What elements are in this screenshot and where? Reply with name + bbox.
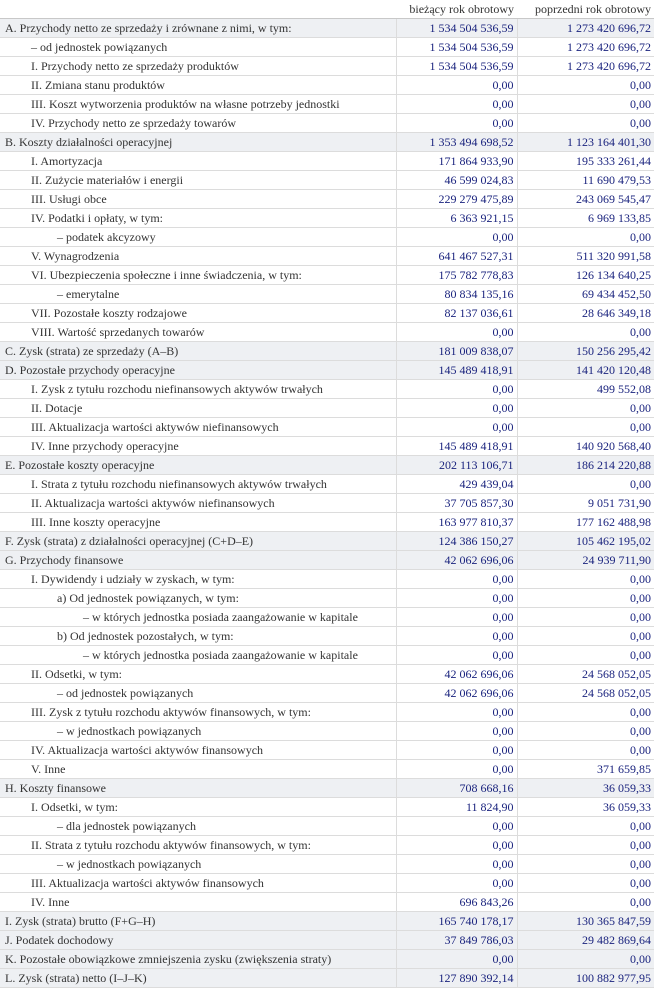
row-label: – w których jednostka posiada zaangażowanie w kapitale <box>0 608 396 627</box>
row-label: L. Zysk (strata) netto (I–J–K) <box>0 969 396 988</box>
previous-year-value: 1 273 420 696,72 <box>517 38 654 57</box>
current-year-value: 82 137 036,61 <box>396 304 517 323</box>
previous-year-value: 0,00 <box>517 741 654 760</box>
previous-year-value: 150 256 295,42 <box>517 342 654 361</box>
table-row <box>0 152 654 171</box>
row-label: – od jednostek powiązanych <box>0 684 396 703</box>
current-year-value: 0,00 <box>396 608 517 627</box>
current-year-value: 42 062 696,06 <box>396 665 517 684</box>
table-row <box>0 646 654 665</box>
table-row <box>0 798 654 817</box>
row-label: II. Dotacje <box>0 399 396 418</box>
table-row <box>0 779 654 798</box>
table-row <box>0 171 654 190</box>
previous-year-value: 140 920 568,40 <box>517 437 654 456</box>
current-year-value: 145 489 418,91 <box>396 361 517 380</box>
row-label: – w jednostkach powiązanych <box>0 722 396 741</box>
table-row <box>0 209 654 228</box>
current-year-value: 0,00 <box>396 874 517 893</box>
row-label: VI. Ubezpieczenia społeczne i inne świadczenia, w tym: <box>0 266 396 285</box>
table-row <box>0 76 654 95</box>
current-year-value: 1 534 504 536,59 <box>396 38 517 57</box>
table-row <box>0 494 654 513</box>
current-year-value: 165 740 178,17 <box>396 912 517 931</box>
row-label: II. Zużycie materiałów i energii <box>0 171 396 190</box>
header-label-column <box>0 0 396 19</box>
previous-year-value: 0,00 <box>517 323 654 342</box>
current-year-value: 0,00 <box>396 418 517 437</box>
current-year-value: 0,00 <box>396 741 517 760</box>
current-year-value: 0,00 <box>396 627 517 646</box>
previous-year-value: 1 273 420 696,72 <box>517 57 654 76</box>
current-year-value: 202 113 106,71 <box>396 456 517 475</box>
current-year-value: 127 890 392,14 <box>396 969 517 988</box>
row-label: C. Zysk (strata) ze sprzedaży (A–B) <box>0 342 396 361</box>
current-year-value: 0,00 <box>396 836 517 855</box>
previous-year-value: 0,00 <box>517 228 654 247</box>
row-label: J. Podatek dochodowy <box>0 931 396 950</box>
current-year-value: 145 489 418,91 <box>396 437 517 456</box>
current-year-value: 181 009 838,07 <box>396 342 517 361</box>
previous-year-value: 0,00 <box>517 722 654 741</box>
current-year-value: 0,00 <box>396 760 517 779</box>
row-label: V. Inne <box>0 760 396 779</box>
table-row <box>0 513 654 532</box>
current-year-value: 0,00 <box>396 570 517 589</box>
current-year-value: 1 353 494 698,52 <box>396 133 517 152</box>
previous-year-value: 499 552,08 <box>517 380 654 399</box>
previous-year-value: 0,00 <box>517 95 654 114</box>
current-year-value: 46 599 024,83 <box>396 171 517 190</box>
table-row <box>0 247 654 266</box>
row-label: I. Amortyzacja <box>0 152 396 171</box>
row-label: III. Inne koszty operacyjne <box>0 513 396 532</box>
row-label: G. Przychody finansowe <box>0 551 396 570</box>
row-label: B. Koszty działalności operacyjnej <box>0 133 396 152</box>
table-row <box>0 931 654 950</box>
previous-year-value: 28 646 349,18 <box>517 304 654 323</box>
current-year-value: 1 534 504 536,59 <box>396 19 517 38</box>
previous-year-value: 100 882 977,95 <box>517 969 654 988</box>
previous-year-value: 0,00 <box>517 893 654 912</box>
current-year-value: 0,00 <box>396 722 517 741</box>
table-row <box>0 437 654 456</box>
current-year-value: 0,00 <box>396 646 517 665</box>
previous-year-value: 0,00 <box>517 646 654 665</box>
row-label: I. Zysk z tytułu rozchodu niefinansowych aktywów trwałych <box>0 380 396 399</box>
table-row <box>0 893 654 912</box>
table-row <box>0 475 654 494</box>
current-year-value: 641 467 527,31 <box>396 247 517 266</box>
table-row <box>0 874 654 893</box>
previous-year-value: 24 939 711,90 <box>517 551 654 570</box>
current-year-value: 429 439,04 <box>396 475 517 494</box>
current-year-value: 0,00 <box>396 95 517 114</box>
table-row <box>0 665 654 684</box>
table-row <box>0 836 654 855</box>
table-row <box>0 399 654 418</box>
table-row <box>0 570 654 589</box>
table-row <box>0 380 654 399</box>
previous-year-value: 141 420 120,48 <box>517 361 654 380</box>
previous-year-value: 0,00 <box>517 570 654 589</box>
table-row <box>0 760 654 779</box>
row-label: I. Dywidendy i udziały w zyskach, w tym: <box>0 570 396 589</box>
row-label: E. Pozostałe koszty operacyjne <box>0 456 396 475</box>
row-label: K. Pozostałe obowiązkowe zmniejszenia zysku (zwiększenia straty) <box>0 950 396 969</box>
table-row <box>0 323 654 342</box>
current-year-value: 0,00 <box>396 589 517 608</box>
current-year-value: 42 062 696,06 <box>396 551 517 570</box>
current-year-value: 37 849 786,03 <box>396 931 517 950</box>
table-row <box>0 95 654 114</box>
current-year-value: 11 824,90 <box>396 798 517 817</box>
current-year-value: 1 534 504 536,59 <box>396 57 517 76</box>
row-label: I. Zysk (strata) brutto (F+G–H) <box>0 912 396 931</box>
table-row <box>0 703 654 722</box>
current-year-value: 0,00 <box>396 817 517 836</box>
table-row <box>0 38 654 57</box>
current-year-value: 171 864 933,90 <box>396 152 517 171</box>
table-row <box>0 589 654 608</box>
current-year-value: 0,00 <box>396 399 517 418</box>
table-row <box>0 684 654 703</box>
row-label: – dla jednostek powiązanych <box>0 817 396 836</box>
row-label: III. Zysk z tytułu rozchodu aktywów finansowych, w tym: <box>0 703 396 722</box>
current-year-value: 0,00 <box>396 950 517 969</box>
previous-year-value: 0,00 <box>517 817 654 836</box>
previous-year-value: 105 462 195,02 <box>517 532 654 551</box>
row-label: – emerytalne <box>0 285 396 304</box>
row-label: III. Aktualizacja wartości aktywów finansowych <box>0 874 396 893</box>
table-row <box>0 969 654 988</box>
table-row <box>0 456 654 475</box>
table-row <box>0 855 654 874</box>
row-label: – od jednostek powiązanych <box>0 38 396 57</box>
row-label: IV. Inne <box>0 893 396 912</box>
row-label: II. Aktualizacja wartości aktywów niefinansowych <box>0 494 396 513</box>
table-row <box>0 741 654 760</box>
current-year-value: 229 279 475,89 <box>396 190 517 209</box>
current-year-value: 0,00 <box>396 114 517 133</box>
row-label: I. Odsetki, w tym: <box>0 798 396 817</box>
previous-year-value: 511 320 991,58 <box>517 247 654 266</box>
table-row <box>0 817 654 836</box>
row-label: IV. Inne przychody operacyjne <box>0 437 396 456</box>
previous-year-value: 130 365 847,59 <box>517 912 654 931</box>
previous-year-value: 69 434 452,50 <box>517 285 654 304</box>
current-year-value: 124 386 150,27 <box>396 532 517 551</box>
current-year-value: 80 834 135,16 <box>396 285 517 304</box>
table-row <box>0 950 654 969</box>
previous-year-value: 0,00 <box>517 114 654 133</box>
current-year-value: 163 977 810,37 <box>396 513 517 532</box>
table-row <box>0 285 654 304</box>
previous-year-value: 36 059,33 <box>517 798 654 817</box>
current-year-value: 6 363 921,15 <box>396 209 517 228</box>
row-label: III. Usługi obce <box>0 190 396 209</box>
row-label: IV. Aktualizacja wartości aktywów finansowych <box>0 741 396 760</box>
previous-year-value: 24 568 052,05 <box>517 684 654 703</box>
row-label: II. Odsetki, w tym: <box>0 665 396 684</box>
previous-year-value: 0,00 <box>517 950 654 969</box>
current-year-value: 42 062 696,06 <box>396 684 517 703</box>
row-label: I. Strata z tytułu rozchodu niefinansowych aktywów trwałych <box>0 475 396 494</box>
current-year-value: 708 668,16 <box>396 779 517 798</box>
row-label: IV. Podatki i opłaty, w tym: <box>0 209 396 228</box>
row-label: a) Od jednostek powiązanych, w tym: <box>0 589 396 608</box>
previous-year-value: 0,00 <box>517 703 654 722</box>
table-row <box>0 912 654 931</box>
previous-year-value: 0,00 <box>517 855 654 874</box>
previous-year-value: 11 690 479,53 <box>517 171 654 190</box>
current-year-value: 175 782 778,83 <box>396 266 517 285</box>
table-row <box>0 551 654 570</box>
previous-year-value: 243 069 545,47 <box>517 190 654 209</box>
previous-year-value: 0,00 <box>517 399 654 418</box>
previous-year-value: 6 969 133,85 <box>517 209 654 228</box>
previous-year-value: 0,00 <box>517 475 654 494</box>
table-row <box>0 133 654 152</box>
current-year-value: 0,00 <box>396 855 517 874</box>
previous-year-value: 1 123 164 401,30 <box>517 133 654 152</box>
table-row <box>0 57 654 76</box>
table-row <box>0 418 654 437</box>
previous-year-value: 24 568 052,05 <box>517 665 654 684</box>
table-row <box>0 532 654 551</box>
previous-year-value: 195 333 261,44 <box>517 152 654 171</box>
current-year-value: 0,00 <box>396 380 517 399</box>
row-label: F. Zysk (strata) z działalności operacyjnej (C+D–E) <box>0 532 396 551</box>
row-label: VII. Pozostałe koszty rodzajowe <box>0 304 396 323</box>
row-label: II. Zmiana stanu produktów <box>0 76 396 95</box>
row-label: D. Pozostałe przychody operacyjne <box>0 361 396 380</box>
table-body <box>0 19 654 988</box>
table-row <box>0 114 654 133</box>
previous-year-value: 0,00 <box>517 589 654 608</box>
row-label: – w których jednostka posiada zaangażowanie w kapitale <box>0 646 396 665</box>
header-previous-year: poprzedni rok obrotowy <box>517 0 654 19</box>
current-year-value: 0,00 <box>396 76 517 95</box>
current-year-value: 0,00 <box>396 703 517 722</box>
row-label: – podatek akcyzowy <box>0 228 396 247</box>
previous-year-value: 177 162 488,98 <box>517 513 654 532</box>
row-label: b) Od jednostek pozostałych, w tym: <box>0 627 396 646</box>
previous-year-value: 1 273 420 696,72 <box>517 19 654 38</box>
row-label: H. Koszty finansowe <box>0 779 396 798</box>
previous-year-value: 0,00 <box>517 874 654 893</box>
table-row <box>0 266 654 285</box>
table-row <box>0 361 654 380</box>
previous-year-value: 186 214 220,88 <box>517 456 654 475</box>
row-label: V. Wynagrodzenia <box>0 247 396 266</box>
current-year-value: 0,00 <box>396 228 517 247</box>
table-row <box>0 19 654 38</box>
previous-year-value: 29 482 869,64 <box>517 931 654 950</box>
previous-year-value: 371 659,85 <box>517 760 654 779</box>
row-label: II. Strata z tytułu rozchodu aktywów finansowych, w tym: <box>0 836 396 855</box>
current-year-value: 696 843,26 <box>396 893 517 912</box>
row-label: III. Aktualizacja wartości aktywów niefinansowych <box>0 418 396 437</box>
table-row <box>0 608 654 627</box>
current-year-value: 0,00 <box>396 323 517 342</box>
table-row <box>0 722 654 741</box>
previous-year-value: 0,00 <box>517 608 654 627</box>
current-year-value: 37 705 857,30 <box>396 494 517 513</box>
table-row <box>0 304 654 323</box>
row-label: III. Koszt wytworzenia produktów na własne potrzeby jednostki <box>0 95 396 114</box>
previous-year-value: 9 051 731,90 <box>517 494 654 513</box>
table-row <box>0 228 654 247</box>
previous-year-value: 126 134 640,25 <box>517 266 654 285</box>
previous-year-value: 0,00 <box>517 76 654 95</box>
previous-year-value: 0,00 <box>517 627 654 646</box>
previous-year-value: 36 059,33 <box>517 779 654 798</box>
previous-year-value: 0,00 <box>517 836 654 855</box>
table-row <box>0 190 654 209</box>
header-current-year: bieżący rok obrotowy <box>396 0 517 19</box>
row-label: VIII. Wartość sprzedanych towarów <box>0 323 396 342</box>
table-row <box>0 627 654 646</box>
row-label: A. Przychody netto ze sprzedaży i zrównane z nimi, w tym: <box>0 19 396 38</box>
table-row <box>0 342 654 361</box>
previous-year-value: 0,00 <box>517 418 654 437</box>
table-header-row <box>0 0 654 19</box>
row-label: IV. Przychody netto ze sprzedaży towarów <box>0 114 396 133</box>
row-label: I. Przychody netto ze sprzedaży produktów <box>0 57 396 76</box>
row-label: – w jednostkach powiązanych <box>0 855 396 874</box>
